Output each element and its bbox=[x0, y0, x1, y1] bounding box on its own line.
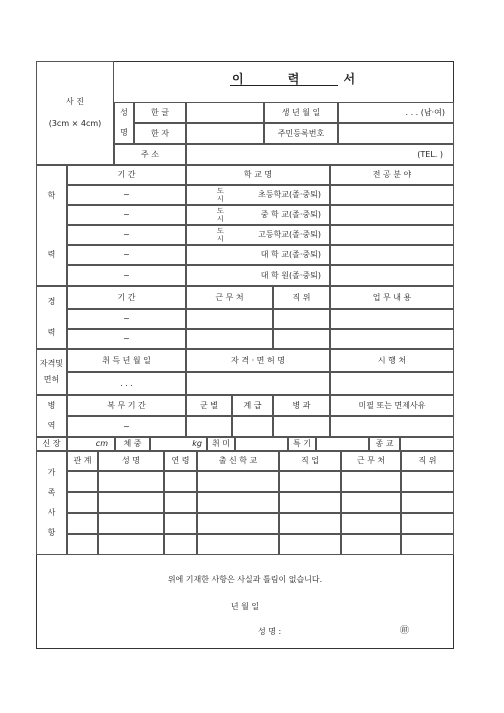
photo-size-label: (3cm × 4cm) bbox=[48, 119, 102, 128]
education-school-label-4: 대 학 교(졸·중퇴) bbox=[260, 250, 321, 259]
family-label-2: 족 bbox=[47, 488, 56, 497]
family-cell-r2-c5[interactable] bbox=[279, 492, 341, 513]
education-school-field-4[interactable] bbox=[186, 245, 330, 265]
skill-label: 특 기 bbox=[288, 437, 316, 451]
family-cell-r1-c5[interactable] bbox=[279, 471, 341, 492]
military-label-2: 역 bbox=[47, 421, 56, 430]
family-cell-r3-c7[interactable] bbox=[401, 513, 454, 534]
family-cell-r2-c6[interactable] bbox=[341, 492, 401, 513]
military-exemption-field[interactable] bbox=[330, 416, 454, 437]
license-header-name: 자 격 · 면 허 명 bbox=[186, 349, 330, 372]
family-cell-r2-c2[interactable] bbox=[98, 492, 164, 513]
family-cell-r4-c6[interactable] bbox=[341, 534, 401, 555]
education-region-mark-2: 도 시 bbox=[217, 207, 224, 223]
family-cell-r4-c3[interactable] bbox=[164, 534, 197, 555]
family-cell-r2-c4[interactable] bbox=[197, 492, 279, 513]
career-header-workplace: 근 무 처 bbox=[186, 286, 273, 309]
family-cell-r3-c6[interactable] bbox=[341, 513, 401, 534]
military-period-field[interactable]: ~ bbox=[67, 416, 186, 437]
license-label-2: 면허 bbox=[43, 375, 60, 384]
address-label: 주 소 bbox=[114, 144, 186, 165]
family-cell-r4-c7[interactable] bbox=[401, 534, 454, 555]
height-label: 신 장 bbox=[36, 437, 67, 451]
family-label-1: 가 bbox=[47, 468, 56, 477]
tel-label: (TEL. ) bbox=[417, 149, 443, 159]
hangul-name-field[interactable] bbox=[186, 102, 264, 123]
photo-box[interactable] bbox=[36, 61, 114, 165]
education-period-field-2[interactable]: ~ bbox=[67, 205, 186, 225]
education-major-field-5[interactable] bbox=[330, 265, 454, 286]
education-region-mark-1: 도 시 bbox=[217, 187, 224, 203]
license-header-date: 취 득 년 월 일 bbox=[67, 349, 186, 372]
license-label-1: 자격및 bbox=[39, 359, 64, 368]
education-school-label-1: 초등학교(졸·중퇴) bbox=[258, 190, 321, 199]
education-region-mark-3: 도 시 bbox=[217, 227, 224, 243]
hanja-label: 한 자 bbox=[134, 123, 186, 144]
career-duties-field-2[interactable] bbox=[330, 329, 454, 349]
education-label-2: 력 bbox=[47, 250, 56, 260]
education-school-field-1[interactable] bbox=[186, 185, 330, 205]
family-cell-r2-c7[interactable] bbox=[401, 492, 454, 513]
military-branch-field[interactable] bbox=[186, 416, 232, 437]
military-header-branch: 군 별 bbox=[186, 395, 232, 416]
family-cell-r4-c4[interactable] bbox=[197, 534, 279, 555]
career-header-position: 직 위 bbox=[273, 286, 330, 309]
family-header-5: 직 업 bbox=[279, 451, 341, 471]
education-header-major: 전 공 분 야 bbox=[330, 165, 454, 185]
military-label-1: 병 bbox=[47, 401, 56, 410]
height-field[interactable]: cm bbox=[67, 437, 115, 451]
education-label-1: 학 bbox=[47, 190, 56, 200]
education-header-school: 학 교 명 bbox=[186, 165, 330, 185]
family-cell-r1-c4[interactable] bbox=[197, 471, 279, 492]
family-header-6: 근 무 처 bbox=[341, 451, 401, 471]
family-header-3: 연 령 bbox=[164, 451, 197, 471]
career-header-duties: 업 무 내 용 bbox=[330, 286, 454, 309]
military-header-specialty: 병 과 bbox=[273, 395, 330, 416]
family-cell-r4-c2[interactable] bbox=[98, 534, 164, 555]
career-period-field-1[interactable]: ~ bbox=[67, 309, 186, 329]
education-school-label-2: 중 학 교(졸·중퇴) bbox=[260, 210, 321, 219]
education-school-field-5[interactable] bbox=[186, 265, 330, 286]
name-side-label bbox=[114, 102, 134, 144]
education-major-field-2[interactable] bbox=[330, 205, 454, 225]
family-cell-r3-c4[interactable] bbox=[197, 513, 279, 534]
career-workplace-field-2[interactable] bbox=[186, 329, 273, 349]
family-cell-r1-c7[interactable] bbox=[401, 471, 454, 492]
education-header-period: 기 간 bbox=[67, 165, 186, 185]
career-side-label bbox=[36, 286, 67, 349]
family-cell-r1-c1[interactable] bbox=[67, 471, 98, 492]
education-major-field-4[interactable] bbox=[330, 245, 454, 265]
education-major-field-1[interactable] bbox=[330, 185, 454, 205]
family-label-3: 사 bbox=[47, 508, 56, 517]
license-date-field[interactable]: . . . bbox=[67, 372, 186, 395]
military-rank-field[interactable] bbox=[232, 416, 273, 437]
religion-field[interactable] bbox=[400, 437, 454, 451]
statement-text: 위에 기재한 사항은 사실과 틀림이 없습니다. bbox=[167, 575, 323, 584]
family-cell-r1-c3[interactable] bbox=[164, 471, 197, 492]
career-header-period: 기 간 bbox=[67, 286, 186, 309]
military-header-rank: 계 급 bbox=[232, 395, 273, 416]
license-side-label bbox=[36, 349, 67, 395]
family-cell-r4-c5[interactable] bbox=[279, 534, 341, 555]
signature-label: 성 명 : bbox=[258, 627, 282, 636]
family-side-label bbox=[36, 451, 67, 555]
resident-number-label: 주민등록번호 bbox=[264, 123, 338, 144]
career-label-2: 력 bbox=[47, 327, 56, 337]
career-label-1: 경 bbox=[47, 297, 56, 307]
education-major-field-3[interactable] bbox=[330, 225, 454, 245]
birth-field[interactable]: . . . (남·여) bbox=[338, 102, 454, 123]
seal-mark: ㊞ bbox=[400, 626, 410, 636]
education-school-label-5: 대 학 원(졸·중퇴) bbox=[260, 270, 321, 280]
education-period-field-5[interactable]: ~ bbox=[67, 265, 186, 286]
hobby-label: 취 미 bbox=[207, 437, 235, 451]
education-side-label bbox=[36, 165, 67, 286]
license-header-issuer: 시 행 처 bbox=[330, 349, 454, 372]
resident-number-field[interactable] bbox=[338, 123, 454, 144]
education-period-field-4[interactable]: ~ bbox=[67, 245, 186, 265]
military-side-label bbox=[36, 395, 67, 437]
family-header-4: 출 신 학 교 bbox=[197, 451, 279, 471]
religion-label: 종 교 bbox=[369, 437, 400, 451]
family-cell-r2-c3[interactable] bbox=[164, 492, 197, 513]
education-school-label-3: 고등학교(졸·중퇴) bbox=[258, 230, 321, 239]
photo-label: 사 진 bbox=[66, 97, 84, 106]
career-position-field-1[interactable] bbox=[273, 309, 330, 329]
hangul-label: 한 글 bbox=[134, 102, 186, 123]
family-header-1: 관 계 bbox=[67, 451, 98, 471]
document-title: 이 력 서 bbox=[232, 72, 376, 86]
family-cell-r3-c3[interactable] bbox=[164, 513, 197, 534]
family-cell-r2-c1[interactable] bbox=[67, 492, 98, 513]
military-specialty-field[interactable] bbox=[273, 416, 330, 437]
career-workplace-field-1[interactable] bbox=[186, 309, 273, 329]
family-cell-r3-c5[interactable] bbox=[279, 513, 341, 534]
hobby-field[interactable] bbox=[235, 437, 288, 451]
skill-field[interactable] bbox=[316, 437, 369, 451]
education-school-field-3[interactable] bbox=[186, 225, 330, 245]
family-cell-r3-c1[interactable] bbox=[67, 513, 98, 534]
family-cell-r1-c2[interactable] bbox=[98, 471, 164, 492]
hanja-name-field[interactable] bbox=[186, 123, 264, 144]
name-label-1: 성 bbox=[120, 108, 128, 117]
address-field[interactable] bbox=[186, 144, 454, 165]
weight-label: 체 중 bbox=[115, 437, 150, 451]
career-position-field-2[interactable] bbox=[273, 329, 330, 349]
career-period-field-2[interactable]: ~ bbox=[67, 329, 186, 349]
license-issuer-field[interactable] bbox=[330, 372, 454, 395]
career-duties-field-1[interactable] bbox=[330, 309, 454, 329]
license-name-field[interactable] bbox=[186, 372, 330, 395]
family-cell-r4-c1[interactable] bbox=[67, 534, 98, 555]
birth-label: 생 년 월 일 bbox=[264, 102, 338, 123]
family-header-7: 직 위 bbox=[401, 451, 454, 471]
family-header-2: 성 명 bbox=[98, 451, 164, 471]
weight-field[interactable]: kg bbox=[150, 437, 207, 451]
education-period-field-3[interactable]: ~ bbox=[67, 225, 186, 245]
name-label-2: 명 bbox=[120, 128, 128, 137]
family-cell-r3-c2[interactable] bbox=[98, 513, 164, 534]
family-cell-r1-c6[interactable] bbox=[341, 471, 401, 492]
date-line: 년 월 일 bbox=[230, 602, 260, 611]
education-period-field-1[interactable]: ~ bbox=[67, 185, 186, 205]
family-label-4: 항 bbox=[47, 528, 56, 537]
military-header-exemption: 미필 또는 면제사유 bbox=[330, 395, 454, 416]
education-school-field-2[interactable] bbox=[186, 205, 330, 225]
military-header-period: 복 무 기 간 bbox=[67, 395, 186, 416]
